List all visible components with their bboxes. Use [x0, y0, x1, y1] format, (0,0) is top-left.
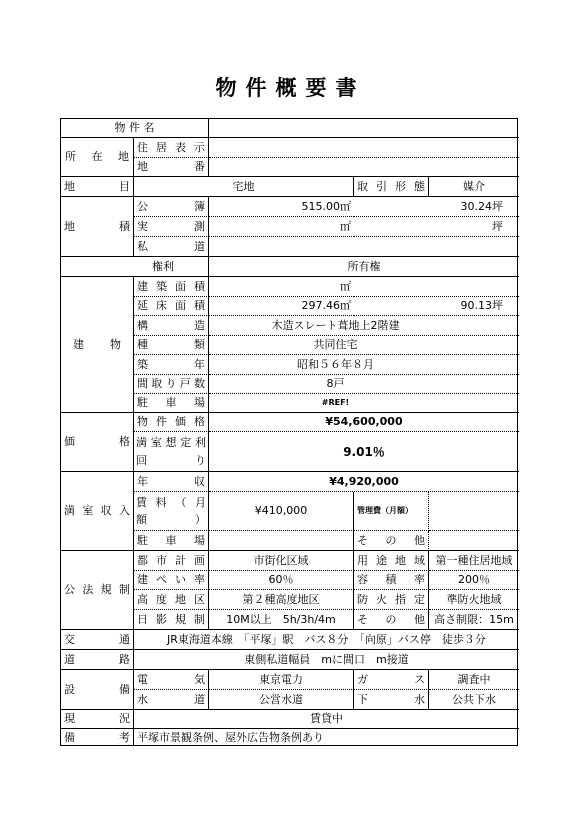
address-value — [209, 138, 519, 158]
private-road-value — [209, 237, 519, 257]
water-value: 公営水道 — [209, 690, 354, 710]
land-category-label: 地 目 — [61, 177, 134, 197]
actual-area-sqm: ㎡ — [209, 217, 354, 237]
gas-label: ガ ス — [354, 670, 429, 690]
remarks-label: 備 考 — [61, 729, 134, 746]
management-fee-label: 管理費（月額） — [354, 492, 429, 531]
regulation-value2: 200％ — [429, 571, 519, 590]
electricity-value: 東京電力 — [209, 670, 354, 690]
status-value: 賃貸中 — [134, 710, 519, 729]
regulation-value: 第２種高度地区 — [209, 590, 354, 610]
rent-value: ¥410,000 — [209, 492, 354, 531]
building-row-label: 間 取 り 戸 数 — [134, 375, 209, 394]
regulations-label: 公 法 規 制 — [61, 551, 134, 630]
other-income-value — [429, 531, 519, 551]
building-row-value: ㎡ — [209, 277, 354, 297]
remarks-value: 平塚市景観条例、屋外広告物条例あり — [137, 730, 324, 744]
sewer-value: 公共下水 — [429, 690, 519, 710]
full-income-label: 満 室 収 入 — [61, 472, 134, 551]
full-occupancy-yield-label — [134, 432, 209, 472]
road-label: 道 路 — [61, 650, 134, 670]
electricity-label: 電 気 — [134, 670, 209, 690]
address-label: 住 居 表 示 — [134, 138, 209, 158]
lot-value — [209, 158, 519, 177]
building-row-value: 共同住宅 — [209, 336, 519, 355]
building-row-label: 築 年 — [134, 355, 209, 375]
parking-income-value — [209, 531, 354, 551]
regulation-label: 建 ぺ い 率 — [134, 571, 209, 590]
regulation-label: 日 影 規 制 — [134, 610, 209, 630]
yield-label-line2: 回 り — [136, 453, 206, 467]
regulation-value2: 高さ制限：15m — [429, 610, 519, 630]
lot-label: 地 番 — [134, 158, 209, 177]
property-price-label: 物 件 価 格 — [134, 413, 209, 432]
utilities-label: 設 備 — [61, 670, 134, 710]
property-name-label: 物 件 名 — [61, 119, 209, 138]
yield-label-line1: 満 室 想 定 利 — [136, 435, 206, 449]
regulation-label: 都 市 計 画 — [134, 551, 209, 571]
building-row-value: 297.46㎡ — [209, 297, 354, 316]
private-road-label: 私 道 — [134, 237, 209, 257]
rent-label-line2: 額 ） — [136, 512, 206, 526]
rights-value: 所有権 — [209, 257, 519, 277]
regulation-label2: 用 途 地 域 — [354, 551, 429, 571]
land-category-value: 宅地 — [134, 177, 354, 197]
public-area-sqm: 515.00㎡ — [209, 197, 354, 217]
regulation-value: 市街化区域 — [209, 551, 354, 571]
transport-label: 交 通 — [61, 630, 134, 650]
regulation-label2: 容 積 率 — [354, 571, 429, 590]
management-fee-value — [429, 492, 519, 531]
transport-value: JR東海道本線 「平塚」駅 バス８分 「向原」バス停 徒歩３分 — [134, 630, 519, 650]
regulation-value2: 第一種住居地域 — [429, 551, 519, 571]
building-row-value: #REF! — [209, 394, 519, 413]
regulation-label2: そ の 他 — [354, 610, 429, 630]
public-record-label: 公 簿 — [134, 197, 209, 217]
rights-label: 権利 — [61, 257, 209, 277]
location-label: 所 在 地 — [61, 138, 134, 177]
building-row-label: 建 築 面 積 — [134, 277, 209, 297]
regulation-value: 60％ — [209, 571, 354, 590]
transaction-value: 媒介 — [429, 177, 519, 197]
other-income-label: そ の 他 — [354, 531, 429, 551]
regulation-value2: 準防火地域 — [429, 590, 519, 610]
property-price-value: ¥54,600,000 — [209, 413, 519, 432]
sewer-label: 下 水 — [354, 690, 429, 710]
land-area-label: 地 積 — [61, 197, 134, 257]
rent-label — [134, 492, 209, 531]
rent-label-line1: 賃 料 （ 月 — [136, 495, 206, 509]
regulation-value: 10M以上 5h/3h/4m — [209, 610, 354, 630]
building-label: 建 物 — [61, 277, 134, 413]
road-value: 東側私道幅員 mに間口 m接道 — [134, 650, 519, 670]
annual-income-label: 年 収 — [134, 472, 209, 492]
building-row-value: 木造スレート葺地上2階建 — [209, 316, 519, 336]
status-label: 現 況 — [61, 710, 134, 729]
public-area-tsubo: 30.24坪 — [354, 197, 519, 217]
water-label: 水 道 — [134, 690, 209, 710]
yield-value: 9.01％ — [209, 432, 519, 472]
building-row-label: 種 類 — [134, 336, 209, 355]
property-summary-form — [60, 118, 518, 746]
actual-survey-label: 実 測 — [134, 217, 209, 237]
actual-area-tsubo: 坪 — [354, 217, 519, 237]
building-row-label: 駐 車 場 — [134, 394, 209, 413]
gas-value: 調査中 — [429, 670, 519, 690]
parking-income-label: 駐 車 場 — [134, 531, 209, 551]
building-row-value2: 90.13坪 — [354, 297, 519, 316]
annual-income-value: ¥4,920,000 — [209, 472, 519, 492]
building-row-value2 — [354, 277, 519, 297]
property-name-value — [209, 119, 519, 138]
regulation-label2: 防 火 指 定 — [354, 590, 429, 610]
building-row-label: 延 床 面 積 — [134, 297, 209, 316]
page-title: 物件概要書 — [215, 75, 366, 100]
building-row-value: 昭和５６年８月 — [209, 355, 519, 375]
regulation-label: 高 度 地 区 — [134, 590, 209, 610]
building-row-value: 8戸 — [209, 375, 519, 394]
transaction-label: 取 引 形 態 — [354, 177, 429, 197]
price-label: 価 格 — [61, 413, 134, 472]
building-row-label: 構 造 — [134, 316, 209, 336]
